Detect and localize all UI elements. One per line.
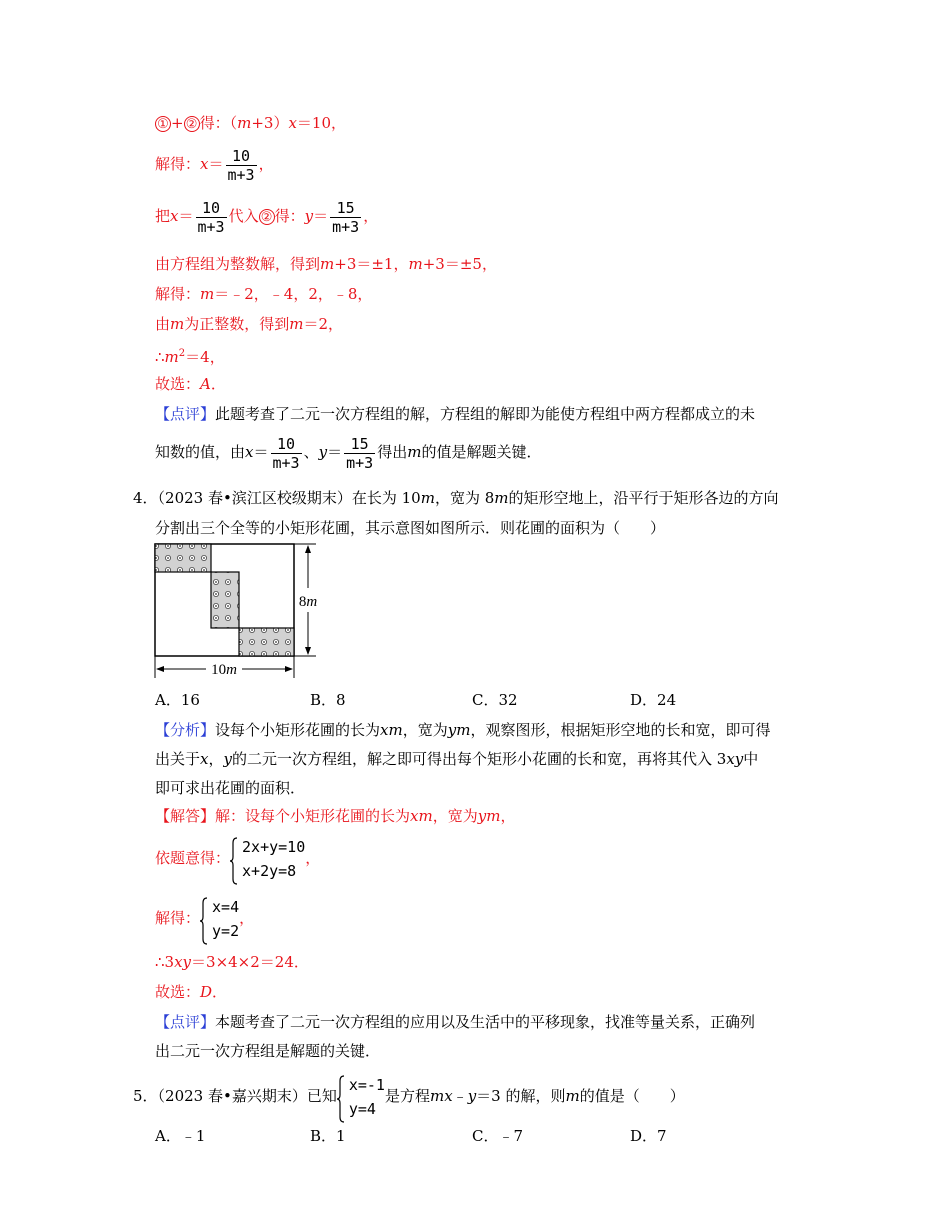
q5-equation-system <box>337 1073 385 1121</box>
equation-system-1 <box>230 835 305 883</box>
q4-answer-line-1 <box>155 806 515 826</box>
numerator: 10 <box>271 435 302 454</box>
option-value: 24 <box>657 691 677 709</box>
arrowhead-down <box>305 647 311 655</box>
q5-stem-line <box>133 1068 685 1124</box>
text: ∴3 <box>155 953 175 971</box>
var-xy: xy <box>726 750 744 768</box>
text: +3＝±5， <box>422 255 497 273</box>
period: ． <box>212 983 228 1001</box>
equation-row: x=4 <box>212 898 240 916</box>
text: ，宽为 8 <box>434 489 495 507</box>
period: ． <box>210 375 226 393</box>
var-x: x <box>200 750 209 768</box>
denominator: m+3 <box>197 217 225 236</box>
fraction-15-over-m3 <box>330 199 361 236</box>
equals: ＝ <box>313 207 329 225</box>
circled-one: ① <box>155 116 171 132</box>
option-label: A． <box>155 1127 181 1145</box>
var-m: m <box>200 285 215 303</box>
text: 故选： <box>155 375 201 393</box>
equals: ＝ <box>178 207 194 225</box>
var-xm: xm <box>380 721 403 739</box>
text: ， <box>500 807 516 825</box>
comma: ， <box>363 207 379 225</box>
var-m: m <box>289 315 304 333</box>
text: ＝2， <box>303 315 344 333</box>
var-ym: ym <box>447 721 471 739</box>
q4-calc-line <box>155 952 309 972</box>
numerator: 10 <box>226 147 257 166</box>
equals: ＝ <box>253 443 269 461</box>
var-mx: mx <box>429 1087 453 1105</box>
answer-letter: D <box>200 983 213 1001</box>
option-value: 8 <box>336 691 346 709</box>
comment-tag: 【点评】 <box>155 405 216 423</box>
garden-rect-3 <box>239 628 294 656</box>
text: ，宽为 <box>432 807 478 825</box>
solution-line-8 <box>155 374 226 394</box>
garden-rect-1 <box>155 544 211 572</box>
option-value: ﹣7 <box>498 1127 524 1145</box>
text: 为正整数，得到 <box>184 315 290 333</box>
text: 故选： <box>155 983 201 1001</box>
option-value: 32 <box>498 691 518 709</box>
solution-line-7 <box>155 344 225 367</box>
equation-system-2 <box>200 895 239 943</box>
unit-m: m <box>494 489 509 507</box>
equation-row: x+2y=8 <box>242 862 297 880</box>
numerator: 15 <box>330 199 361 218</box>
comment-line-2 <box>155 432 541 472</box>
var-m: m <box>407 443 422 461</box>
var-m: m <box>170 315 185 333</box>
arrowhead-right <box>285 666 293 672</box>
var-xm: xm <box>410 807 433 825</box>
comma: ， <box>258 155 274 173</box>
numerator: 15 <box>344 435 375 454</box>
text: 知数的值，由 <box>155 443 246 461</box>
option-value: 16 <box>180 691 200 709</box>
exponent: 2 <box>178 348 186 359</box>
text: 依题意得： <box>155 849 231 867</box>
comma: ， <box>305 849 321 867</box>
var-m: m <box>565 1087 580 1105</box>
unit-m: m <box>420 489 435 507</box>
q5-option-a[interactable] <box>155 1126 205 1146</box>
q4-stem-line-1 <box>133 488 779 508</box>
solution-line-3 <box>155 196 378 236</box>
left-brace-icon <box>337 1075 345 1123</box>
option-label: A． <box>155 691 181 709</box>
equation-row: x=-1 <box>348 1076 385 1094</box>
q4-analysis-line-2 <box>155 749 758 769</box>
answer-tag: 【解答】 <box>155 807 216 825</box>
q4-comment-line-2: 出二元一次方程组是解题的关键． <box>155 1042 381 1060</box>
text: 的值是（ ） <box>579 1087 685 1105</box>
width-label-unit: m <box>226 662 237 678</box>
comment-tag: 【点评】 <box>155 1013 216 1031</box>
numerator: 10 <box>196 199 227 218</box>
text: 由方程组为整数解，得到 <box>155 255 321 273</box>
question-number: 4． <box>133 489 158 507</box>
text: 中 <box>743 750 759 768</box>
text: 的二元一次方程组，解之即可得出每个矩形小花圃的长和宽，再将其代入 3 <box>231 750 727 768</box>
option-label: D． <box>630 691 658 709</box>
q5-option-d[interactable] <box>630 1126 667 1146</box>
width-label-num: 10 <box>211 662 227 678</box>
q4-option-d[interactable] <box>630 690 676 710</box>
text: 由 <box>155 315 171 333</box>
var-m: m <box>237 114 252 132</box>
text: ＝3 的解，则 <box>476 1087 566 1105</box>
text: 得： <box>274 207 305 225</box>
equation-row: 2x+y=10 <box>242 838 306 856</box>
option-label: B． <box>310 691 337 709</box>
q4-choose-line <box>155 982 227 1002</box>
height-label <box>299 594 318 610</box>
q4-stem-line-2: 分割出三个全等的小矩形花圃，其示意图如图所示．则花圃的面积为（ ） <box>155 519 666 537</box>
var-y: y <box>223 750 232 768</box>
q4-figure <box>150 540 340 680</box>
text: 解得： <box>155 155 201 173</box>
therefore: ∴ <box>155 348 165 366</box>
option-label: B． <box>310 1127 337 1145</box>
comment-line-1 <box>155 404 755 424</box>
text: ＝4， <box>185 348 225 366</box>
denominator: m+3 <box>332 217 360 236</box>
option-value: 1 <box>336 1127 346 1145</box>
analysis-tag: 【分析】 <box>155 721 216 739</box>
var-m: m <box>164 348 179 366</box>
text: 得出 <box>377 443 408 461</box>
arrowhead-left <box>156 666 164 672</box>
text: 得：（ <box>199 114 238 132</box>
text: +3） <box>251 114 289 132</box>
arrowhead-up <box>305 545 311 553</box>
var-m: m <box>408 255 423 273</box>
denominator: m+3 <box>272 453 300 472</box>
text: ＝3×4×2＝24． <box>191 953 309 971</box>
equation-row: y=4 <box>348 1100 376 1118</box>
text: （2023 春•嘉兴期末）已知 <box>157 1087 337 1105</box>
answer-letter: A <box>200 375 211 393</box>
comma: ， <box>239 909 255 927</box>
solution-line-5 <box>155 284 372 304</box>
height-label-unit: m <box>306 594 318 610</box>
q4-analysis-line-1 <box>155 720 770 740</box>
q4-system-1-line <box>155 832 320 884</box>
text: 是方程 <box>384 1087 430 1105</box>
var-x: x <box>200 155 209 173</box>
solution-line-6 <box>155 314 343 334</box>
text: ，观察图形，根据矩形空地的长和宽，即可得 <box>470 721 771 739</box>
solution-line-2 <box>155 144 274 184</box>
q5-option-c[interactable] <box>472 1126 523 1146</box>
var-m: m <box>320 255 335 273</box>
text: 解得： <box>155 909 201 927</box>
q4-comment-line-1 <box>155 1012 755 1032</box>
text: 把 <box>155 207 171 225</box>
denominator: m+3 <box>346 453 374 472</box>
option-label: D． <box>630 1127 658 1145</box>
text: ，宽为 <box>402 721 448 739</box>
text: ＝﹣2，﹣4，2，﹣8， <box>214 285 373 303</box>
solution-line-4 <box>155 254 497 274</box>
width-label <box>211 662 237 678</box>
q4-option-c[interactable] <box>472 690 518 710</box>
equals: ＝ <box>208 155 224 173</box>
text: 解得： <box>155 285 201 303</box>
equation-row: y=2 <box>212 922 240 940</box>
text: （2023 春•滨江区校级期末）在长为 10 <box>157 489 421 507</box>
text: 本题考查了二元一次方程组的应用以及生活中的平移现象，找准等量关系，正确列 <box>215 1013 756 1031</box>
fraction-15-over-m3 <box>344 435 375 472</box>
separator: 、 <box>303 443 319 461</box>
solution-line-1 <box>155 113 346 133</box>
text: 出关于 <box>155 750 201 768</box>
var-y: y <box>304 207 314 225</box>
q5-option-b[interactable] <box>310 1126 346 1146</box>
option-value: 7 <box>657 1127 667 1145</box>
option-label: C． <box>472 1127 499 1145</box>
plus-sign: + <box>171 114 184 132</box>
text: ＝10， <box>296 114 347 132</box>
text: 此题考查了二元一次方程组的解，方程组的解即为能使方程组中两方程都成立的未 <box>215 405 756 423</box>
q4-option-b[interactable] <box>310 690 346 710</box>
minus: ﹣ <box>452 1087 468 1105</box>
height-label-num: 8 <box>298 594 307 610</box>
left-brace-icon <box>230 837 238 885</box>
text: 的矩形空地上，沿平行于矩形各边的方向 <box>508 489 779 507</box>
q4-option-a[interactable] <box>155 690 200 710</box>
text: 代入 <box>228 207 259 225</box>
q4-system-2-line <box>155 892 254 944</box>
var-y: y <box>467 1087 477 1105</box>
var-y: y <box>318 443 328 461</box>
var-xy: xy <box>174 953 192 971</box>
text: +3＝±1， <box>334 255 409 273</box>
var-x: x <box>288 114 297 132</box>
option-label: C． <box>472 691 499 709</box>
circled-two: ② <box>259 209 275 225</box>
var-ym: ym <box>477 807 501 825</box>
option-value: ﹣1 <box>180 1127 206 1145</box>
denominator: m+3 <box>227 165 255 184</box>
garden-rect-2 <box>211 572 239 628</box>
question-number: 5． <box>133 1087 158 1105</box>
fraction-10-over-m3 <box>226 147 257 184</box>
fraction-10-over-m3 <box>196 199 227 236</box>
text: ， <box>208 750 224 768</box>
text: 的值是解题关键． <box>421 443 542 461</box>
left-brace-icon <box>200 897 208 945</box>
circled-two: ② <box>184 116 200 132</box>
var-x: x <box>245 443 254 461</box>
text: 设每个小矩形花圃的长为 <box>215 721 381 739</box>
var-x: x <box>170 207 179 225</box>
equals: ＝ <box>327 443 343 461</box>
q4-analysis-line-3: 即可求出花圃的面积． <box>155 779 306 797</box>
fraction-10-over-m3 <box>271 435 302 472</box>
text: 解：设每个小矩形花圃的长为 <box>215 807 411 825</box>
